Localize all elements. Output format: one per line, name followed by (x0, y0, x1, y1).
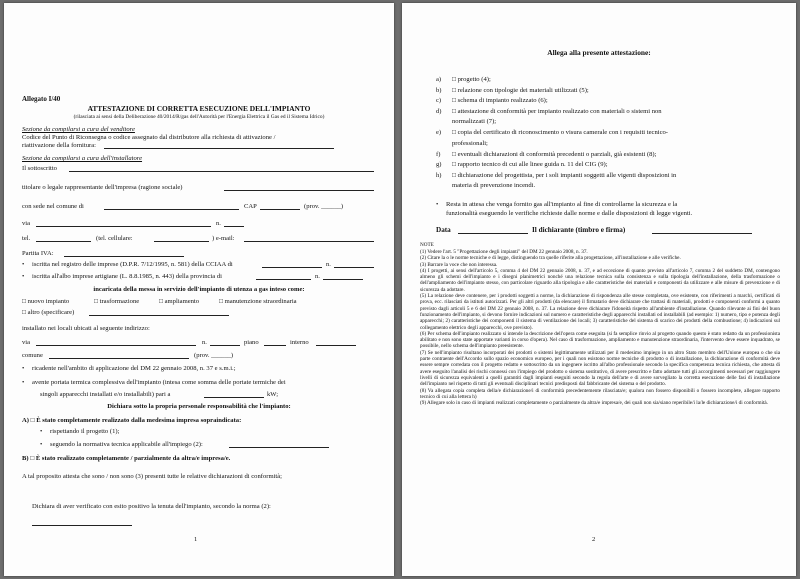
via-label: via (22, 220, 31, 227)
via2-field[interactable] (36, 345, 196, 346)
civico2-field[interactable] (210, 345, 240, 346)
allegato-letter: c) (436, 97, 442, 104)
allegato-checkbox-item[interactable]: □ relazione con tipologie dei materiali utilizzati (5); (452, 86, 589, 94)
sede-label: con sede nel comune di (22, 203, 84, 210)
allegato-checkbox-item[interactable]: □ copia del certificato di riconoscimento o visura camerale con i requisiti tecnico- (452, 129, 668, 136)
albo-provincia-field[interactable] (256, 279, 311, 280)
document-page-2 (402, 3, 796, 576)
option-trasformazione[interactable]: □ trasformazione (94, 298, 140, 305)
cciaa-field[interactable] (262, 267, 322, 268)
note-item: (1) Vedere l'art. 5 "Progettazione degli impianti" del DM 22 gennaio 2008, n. 37. (420, 249, 588, 255)
bullet-icon: • (22, 273, 25, 280)
incaricata-heading: incaricata della messa in servizio dell'impianto di utenza a gas inteso come: (93, 286, 305, 293)
allegato-letter: e) (436, 129, 442, 136)
codice-pdr-line1: Codice del Punto di Riconsegna o codice assegnato dal distributore alla richiesta di attivazione / (22, 134, 276, 141)
allegato-checkbox-item[interactable]: □ progetto (4); (452, 76, 491, 83)
section-installatore: Sezione da compilarsi a cura dell'installatore (22, 155, 143, 162)
bullet-icon: • (436, 201, 439, 208)
portata-field[interactable] (204, 397, 264, 398)
note-item: (4) I progetti, ai sensi dell'articolo 5, comma 4 del DM 22 gennaio 2008, n. 37, e ad eccezione di quanto previsto all'articolo 7, comma 2 del suddetto DM, contengono almeno gli schemi dell'impianto e i disegni planimetrici nonché una relazione tecnica sulla consistenza e sulla tipologia dell'installazione, della trasformazione o dell'ampliamento dell'impianto stesso, con particolare riguardo alla tipologia e alle caratteristiche dei materiali e componenti da utilizzare e alle misure di prevenzione e di sicurezza da adottare. (420, 267, 780, 293)
allegato-item-continuation: materia di prevenzione incendi. (452, 182, 536, 189)
titolare-label: titolare o legale rappresentante dell'impresa (ragione sociale) (22, 184, 183, 191)
option-b[interactable]: B) □ È stato realizzato completamente / parzialmente da altra/e impresa/e. (22, 455, 231, 462)
document-subtitle: (rilasciata ai sensi della Deliberazione 40/2014/R/gas dell'Autorità per l'Energia Elettrica il Gas ed il Sistema Idrico) (73, 114, 325, 120)
email-label: ) e-mail: (212, 235, 235, 242)
installato-label: installato nei locali ubicati al seguente indirizzo: (22, 325, 150, 332)
allegato-letter: g) (436, 161, 442, 168)
ragione-sociale-field[interactable] (224, 190, 374, 191)
piva-field[interactable] (64, 256, 184, 257)
allegato-letter: h) (436, 171, 442, 179)
allegato-checkbox-item[interactable]: □ dichiarazione del progettista, per i soli impianti soggetti alle vigenti disposizioni in (452, 171, 677, 179)
allega-heading: Allega alla presente attestazione: (547, 48, 651, 57)
prov-label: (prov. ______) (304, 203, 344, 210)
document-page-1 (4, 3, 394, 576)
page-number: 2 (592, 536, 596, 543)
via2-label: via (22, 339, 31, 346)
registro-n-field[interactable] (334, 267, 374, 268)
dichiara-heading: Dichiara sotto la propria personale responsabilità che l'impianto: (107, 403, 291, 410)
note-item: (8) Va allegata copia completa della/e dichiarazione/i di conformità precedentemente rilasciata/e; qualora non fossero disponibili o fossero incomplete, allegare rapporto tecnico di cui alla lettera h) (420, 387, 780, 400)
bullet-icon: • (22, 365, 25, 372)
albo-n-field[interactable] (323, 279, 363, 280)
notes-block (420, 249, 780, 406)
via-field[interactable] (36, 226, 211, 227)
option-altro[interactable]: □ altro (specificare) (22, 309, 75, 316)
allegato-letter: a) (436, 76, 442, 83)
piano-label: piano (244, 339, 259, 346)
bullet-icon: • (40, 428, 43, 435)
norma-tenuta-field[interactable] (32, 525, 132, 526)
cell-label: (tel. cellulare: (96, 235, 133, 242)
albo-n-label: n. (315, 273, 320, 280)
section-venditore: Sezione da compilarsi a cura del venditore (22, 126, 135, 133)
option-a1: rispettando il progetto (1); (50, 428, 120, 435)
email-field[interactable] (244, 241, 374, 242)
bullet-icon: • (22, 379, 25, 386)
cell-field[interactable] (154, 241, 209, 242)
note-item: (6) Per schema dell'impianto realizzato si intende la descrizione dell'opera come eseguita (si fa semplice rinvio al progetto quando questo è stato redatto da un professionista abilitato e non sono state apportate varianti in corso d'opera). Nel caso di trasformazione, ampliamento e manutenzione straordinaria, l'intervento deve essere inquadrato, se possibile, nello schema dell'impianto preesistente. (420, 330, 780, 350)
comune-sede-field[interactable] (104, 209, 239, 210)
kw-label: kW; (267, 391, 279, 398)
resta-text-2: funzionalità eseguendo le verifiche richieste dalle norme e dalle disposizioni di legge vigenti. (446, 210, 693, 217)
allegato-checkbox-item[interactable]: □ schema di impianto realizzato (6); (452, 97, 548, 104)
allegato-label: Allegato I/40 (22, 95, 61, 103)
codice-pdr-field[interactable] (104, 148, 334, 149)
verificato-text: Dichiara di aver verificato con esito positivo la tenuta dell'impianto, secondo la norma (2): (32, 503, 271, 510)
dichiarante-label: Il dichiarante (timbro e firma) (532, 226, 626, 234)
firma-field[interactable] (652, 233, 752, 234)
comune-field[interactable] (49, 358, 189, 359)
ricadente-text: ricadente nell'ambito di applicazione del DM 22 gennaio 2008, n. 37 e s.m.i.; (32, 365, 236, 372)
interno-label: interno (290, 339, 309, 346)
allegato-checkbox-item[interactable]: □ rapporto tecnico di cui alle linee guida n. 11 del CIG (9); (452, 161, 608, 168)
sottoscritto-field[interactable] (69, 171, 374, 172)
option-nuovo-impianto[interactable]: □ nuovo impianto (22, 298, 70, 305)
tel-label: tel. (22, 235, 31, 242)
note-item: (3) Barrare la voce che non interessa. (420, 261, 498, 268)
piva-label: Partita IVA: (22, 250, 54, 257)
allegato-letter: b) (436, 86, 442, 94)
page-number: 1 (194, 536, 198, 543)
allegato-letter: f) (436, 150, 441, 158)
option-ampliamento[interactable]: □ ampliamento (159, 298, 200, 305)
cap-label: CAP (244, 203, 257, 210)
cap-field[interactable] (260, 209, 300, 210)
comune-label: comune (22, 352, 43, 359)
n-label: n. (216, 220, 221, 227)
document-title: ATTESTAZIONE DI CORRETTA ESECUZIONE DELL'IMPIANTO (87, 104, 311, 113)
interno-field[interactable] (316, 345, 356, 346)
allegato-letter: d) (436, 107, 442, 115)
resta-text-1: Resta in attesa che venga fornito gas all'impianto al fine di controllarne la sicurezza e la (446, 201, 678, 208)
portata-text-2: singoli apparecchi installati e/o installabili) pari a (40, 391, 171, 398)
allegato-checkbox-item[interactable]: □ eventuali dichiarazioni di conformità precedenti o parziali, già esistenti (8); (452, 150, 657, 158)
n4-label: n. (202, 339, 207, 346)
allegato-item-continuation: professionali; (452, 139, 488, 147)
altro-field[interactable] (89, 315, 229, 316)
portata-text-1: avente portata termica complessiva dell'impianto (intesa come somma delle portate termiche dei (32, 379, 286, 386)
codice-pdr-line2: riattivazione della fornitura: (22, 142, 96, 149)
option-a[interactable]: A) □ È stato completamente realizzato dalla medesima impresa sopraindicata: (22, 417, 242, 424)
tel-field[interactable] (36, 241, 91, 242)
piano-field[interactable] (264, 345, 286, 346)
sottoscritto-label: Il sottoscritto (22, 165, 57, 172)
normativa-field[interactable] (229, 447, 329, 448)
note-item: (5) La relazione deve contenere, per i prodotti soggetti a norme, la dichiarazione di rispondenza alle stesse completata, ove esistente, con riferimenti a marchi, certificati di prova, ecc. rilasciati da istituti autorizzati. Per gli altri prodotti (da elencare) il firmatario deve dichiarare che trattasi di materiali, prodotti e componenti conformi a quanto previsto dagli articoli 5 e 6 del DM 22 gennaio 2008, n. 37. La relazione deve dichiarare l'idoneità rispetto all'ambiente d'installazione. Quando rilevante ai fini del buon funzionamento dell'impianto, si devono fornire indicazioni sul numero e caratteristiche degli apparecchi installati od installabili (ad esempio: 1) numero, tipo e potenza degli apparecchi; 2) caratteristiche dei componenti il sistema di ventilazione dei locali; 3) caratteristiche del sistema di scarico dei prodotti della combustione; 4) indicazioni sul collegamento elettrico degli apparecchi, ove previsto). (420, 293, 780, 331)
note-item: (7) Se nell'impianto risultano incorporati dei prodotti o sistemi legittimamente utilizzati per il medesimo impiego in un altro Stato membro dell'Unione europea o che sia parte contraente dell'Accordo sullo spazio economico europeo, per i quali non esistono norme tecniche di prodotto o di installazione, la dichiarazione di conformità deve essere sempre corredata con il progetto redatto e sottoscritto da un ingegnere iscritto all'albo professionale secondo la specifica competenza tecnica richiesta, che attesta di avere eseguito l'analisi dei rischi connessi con l'impiego del prodotto o sistema sostitutivo, di avere prescritto e fatto adottare tutti gli accorgimenti necessari per raggiungere livelli di sicurezza equivalenti a quelli garantiti dagli impianti eseguiti secondo la regola dell'arte e di avere sorvegliato la corretta esecuzione delle fasi di installazione dell'impianto nel rispetto di tutti gli eventuali disciplinari tecnici predisposti dal fabbricante del sistema o del prodotto. (420, 349, 780, 388)
proposito-text: A tal proposito attesta che sono / non sono (3) presenti tutte le relative dichiarazioni di conformità; (22, 473, 283, 480)
bullet-icon: • (40, 441, 43, 448)
note-item: (2) Citare la o le norme tecniche e di legge, distinguendo tra quelle riferite alla progettazione, all'installazione e alle verifiche. (420, 255, 681, 262)
allegato-item-continuation: normalizzati (7); (452, 118, 497, 125)
prov2-label: (prov. ______) (194, 352, 234, 359)
data-field[interactable] (458, 233, 528, 234)
option-a2: seguendo la normativa tecnica applicabile all'impiego (2): (50, 441, 203, 448)
bullet-icon: • (22, 261, 25, 268)
allegato-checkbox-item[interactable]: □ attestazione di conformità per impianto realizzato con materiali o sistemi non (452, 107, 662, 115)
option-manutenzione[interactable]: □ manutenzione straordinaria (219, 298, 297, 305)
registro-n-label: n. (326, 261, 331, 268)
civico-field[interactable] (224, 226, 244, 227)
albo-label: iscritta all'albo imprese artigiane (L. 8.8.1985, n. 443) della provincia di (32, 273, 222, 280)
notes-title: NOTE (420, 242, 434, 248)
data-label: Data (436, 226, 451, 234)
registro-label: iscritta nel registro delle imprese (D.P.R. 7/12/1995, n. 581) della CCIAA di (32, 261, 233, 268)
note-item: (9) Allegare solo in caso di impianti realizzati completamente o parzialmente da altra/e impresa/e, dei quali non sia/siano reperibile/i la/le dichiarazione/i di conformità. (420, 400, 769, 407)
